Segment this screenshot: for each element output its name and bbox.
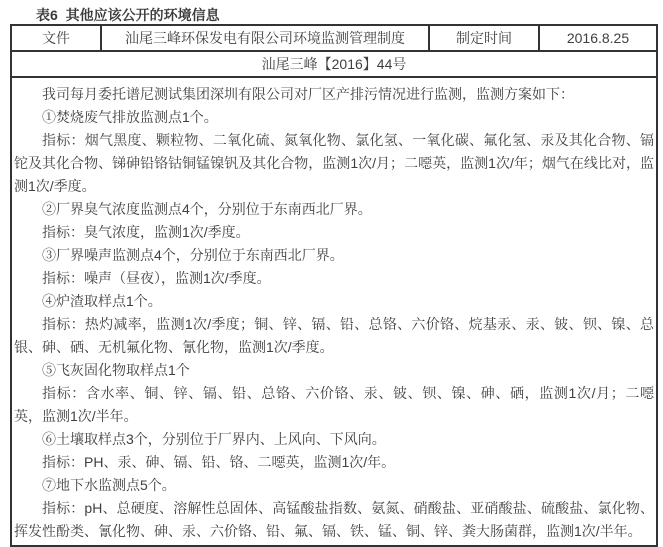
paragraph: ①焚烧废气排放监测点1个。 xyxy=(42,109,218,125)
paragraph: ②厂界臭气浓度监测点4个，分别位于东南西北厂界。 xyxy=(42,201,372,217)
paragraph: ④炉渣取样点1个。 xyxy=(42,293,162,309)
paragraph: ⑦地下水监测点5个。 xyxy=(42,477,176,493)
file-label-cell: 文件 xyxy=(11,25,101,51)
doc-number-row xyxy=(11,51,657,77)
date-value-cell: 2016.8.25 xyxy=(539,25,657,51)
paragraph: 指标：PH、汞、砷、镉、铅、铬、二噁英，监测1次/年。 xyxy=(42,454,396,470)
paragraph: 指标：热灼减率，监测1次/季度；铜、锌、镉、铅、总铬、六价铬、烷基汞、汞、铍、钡、镍、总银、砷、硒、无机氟化物、氰化物，监测1次/季度。 xyxy=(14,316,654,355)
monitoring-plan-cell xyxy=(11,77,657,546)
date-label-cell: 制定时间 xyxy=(429,25,539,51)
doc-number-cell: 汕尾三峰【2016】44号 xyxy=(11,51,657,77)
paragraph: 指标：含水率、铜、锌、镉、铅、总铬、六价铬、汞、铍、钡、镍、砷、硒，监测1次/月；二噁英，监测1次/半年。 xyxy=(14,385,654,424)
table-caption: 表6 其他应该公开的环境信息 xyxy=(36,7,220,23)
body-row xyxy=(11,77,657,546)
paragraph: 指标：噪声（昼夜），监测1次/季度。 xyxy=(42,270,271,286)
header-row xyxy=(11,25,657,51)
file-name-cell: 汕尾三峰环保发电有限公司环境监测管理制度 xyxy=(101,25,429,51)
paragraph: 我司每月委托谱尼测试集团深圳有限公司对厂区产排污情况进行监测，监测方案如下： xyxy=(42,86,574,102)
paragraph: 指标：pH、总硬度、溶解性总固体、高锰酸盐指数、氨氮、硝酸盐、亚硝酸盐、硫酸盐、氯化物、挥发性酚类、氰化物、砷、汞、六价铬、铅、氟、镉、铁、锰、铜、锌、粪大肠菌群，监测1次/半年。 xyxy=(14,500,654,539)
paragraph: ⑤飞灰固化物取样点1个 xyxy=(42,362,190,378)
paragraph: ③厂界噪声监测点4个，分别位于东南西北厂界。 xyxy=(42,247,344,263)
paragraph: ⑥土壤取样点3个，分别位于厂界内、上风向、下风向。 xyxy=(42,431,386,447)
paragraph: 指标：烟气黑度、颗粒物、二氧化硫、氮氧化物、氯化氢、一氧化碳、氟化氢、汞及其化合物、镉铊及其化合物、锑砷铅铬钴铜锰镍钒及其化合物，监测1次/月；二噁英，监测1次/年；烟气在线比对，监测1次/季度。 xyxy=(14,132,654,194)
environment-info-table xyxy=(10,24,658,547)
paragraph: 指标：臭气浓度，监测1次/季度。 xyxy=(42,224,250,240)
